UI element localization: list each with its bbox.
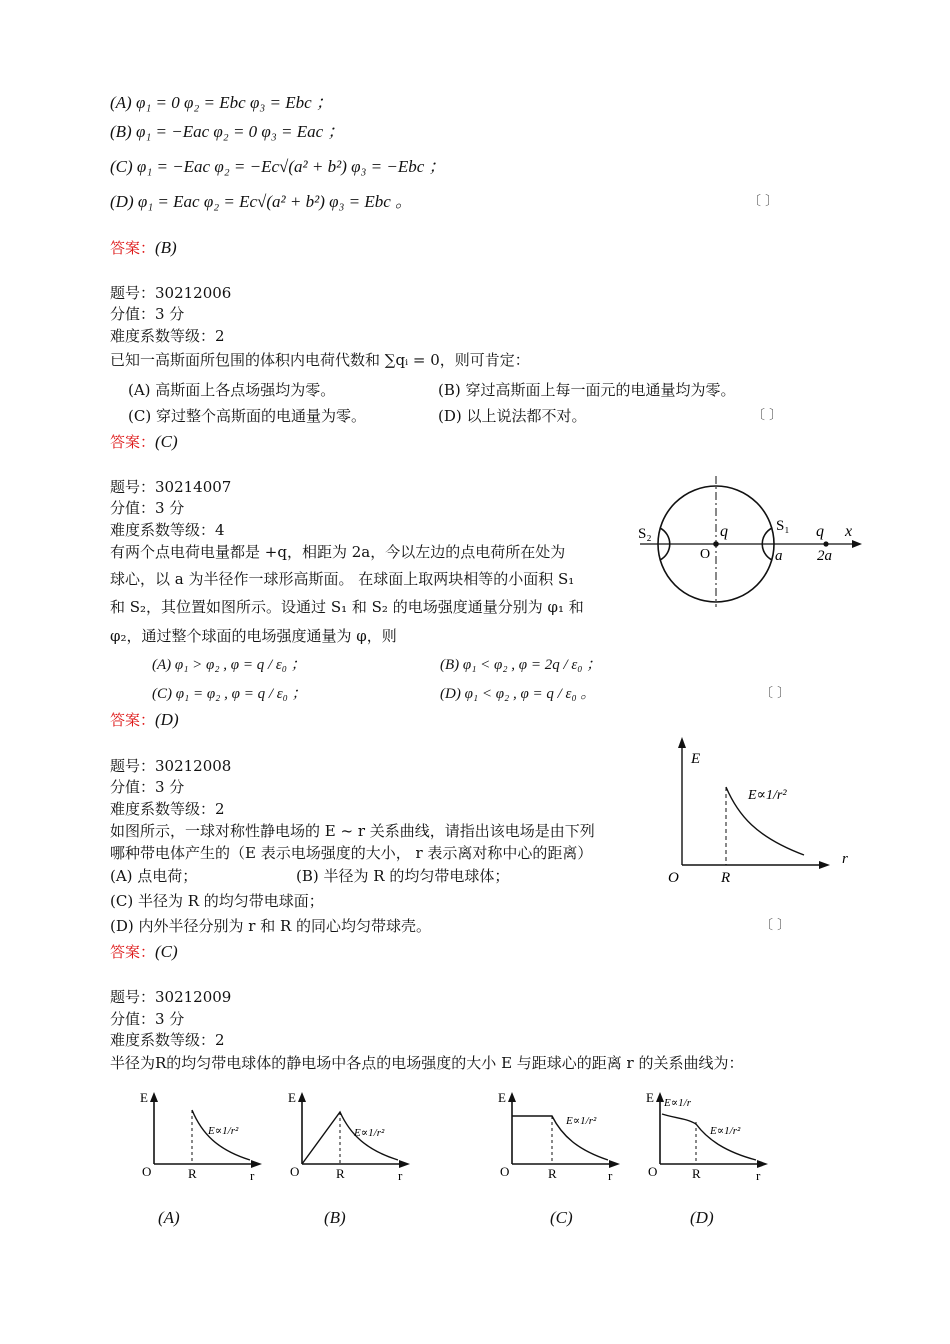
q6-answer-bracket: 〔 〕: [752, 408, 783, 423]
r-axis-arrow: [819, 861, 830, 869]
q6-answer: [110, 432, 178, 452]
svg-text:E: E: [288, 1090, 296, 1105]
q9-graph-a: [138, 1088, 268, 1184]
answer-label: 答案：: [110, 433, 156, 451]
q8-option-d: (D) 内外半径分别为 r 和 R 的同心均匀带球壳。: [110, 917, 432, 935]
q6-id: 题号：30212006: [110, 284, 232, 302]
label-r: r: [842, 851, 848, 867]
label-q-right: q: [816, 523, 824, 540]
svg-text:O: O: [648, 1164, 658, 1179]
label-o: O: [668, 870, 679, 886]
svg-text:O: O: [142, 1164, 152, 1179]
q7-stem-line4: φ₂，通过整个球面的电场强度通量为 φ，则: [110, 627, 397, 645]
answer-value: (B): [155, 238, 177, 257]
q5-option-d: (D) φ₁ = Eac φ₂ = Ec√(a² + b²) φ₃ = Ebc 。: [110, 192, 413, 211]
q9-level: 难度系数等级：2: [110, 1031, 225, 1049]
svg-text:r: r: [608, 1168, 613, 1183]
q7-score: 分值：3 分: [110, 499, 185, 517]
q7-stem-line1: 有两个点电荷电量都是 +q，相距为 2a，今以左边的点电荷所在处为: [110, 543, 566, 561]
q6-score: 分值：3 分: [110, 305, 185, 323]
svg-text:R: R: [692, 1166, 701, 1181]
q8-score: 分值：3 分: [110, 778, 185, 796]
answer-label: 答案：: [110, 943, 156, 961]
q9-caption-c: (C): [550, 1208, 573, 1227]
q7-level: 难度系数等级：4: [110, 521, 225, 539]
svg-text:E∝1/r²: E∝1/r²: [710, 1125, 741, 1137]
label-s2: S₂: [638, 526, 652, 542]
svg-text:R: R: [548, 1166, 557, 1181]
charge-right: [823, 541, 828, 546]
q7-id: 题号：30214007: [110, 478, 232, 496]
svg-text:E∝1/r: E∝1/r: [664, 1097, 692, 1109]
svg-text:O: O: [290, 1164, 300, 1179]
svg-text:E: E: [646, 1090, 654, 1105]
q8-option-c: (C) 半径为 R 的均匀带电球面；: [110, 892, 324, 910]
q9-graph-b: [286, 1088, 416, 1184]
q7-stem-line2: 球心，以 a 为半径作一球形高斯面。 在球面上取两块相等的小面积 S₁: [110, 570, 575, 588]
q9-score: 分值：3 分: [110, 1010, 185, 1028]
svg-text:E∝1/r²: E∝1/r²: [354, 1127, 385, 1139]
q6-stem: 已知一高斯面所包围的体积内电荷代数和 ∑qᵢ = 0，则可肯定：: [110, 351, 530, 369]
q8-stem-line2: 哪种带电体产生的（E 表示电场强度的大小， r 表示离对称中心的距离）: [110, 844, 593, 862]
q7-option-b: (B) φ₁ < φ₂ , φ = 2q / ε₀ ；: [440, 657, 602, 673]
svg-text:E∝1/r²: E∝1/r²: [566, 1115, 597, 1127]
q6-option-d: (D) 以上说法都不对。: [438, 407, 587, 425]
q6-option-a: (A) 高斯面上各点场强均为零。: [128, 381, 336, 399]
q7-option-c: (C) φ₁ = φ₂ , φ = q / ε₀ ；: [152, 686, 307, 702]
q7-gaussian-sphere-figure: [632, 474, 872, 609]
answer-value: (C): [155, 942, 178, 961]
svg-text:R: R: [336, 1166, 345, 1181]
q8-stem-line1: 如图所示，一球对称性静电场的 E ~ r 关系曲线，请指出该电场是由下列: [110, 822, 595, 840]
q6-level: 难度系数等级：2: [110, 327, 225, 345]
label-x: x: [845, 523, 853, 540]
q5-answer: [110, 238, 177, 258]
label-e: E: [691, 751, 701, 767]
q6-option-b: (B) 穿过高斯面上每一面元的电通量均为零。: [438, 381, 736, 399]
q8-option-b: (B) 半径为 R 的均匀带电球体；: [296, 867, 510, 885]
label-a: a: [775, 548, 783, 564]
svg-text:E∝1/r²: E∝1/r²: [208, 1125, 239, 1137]
q8-answer: [110, 942, 178, 962]
label-curve: E∝1/r²: [748, 788, 787, 803]
svg-text:E: E: [498, 1090, 506, 1105]
svg-text:r: r: [756, 1168, 761, 1183]
q9-caption-d: (D): [690, 1208, 714, 1227]
q9-graph-d: [644, 1088, 774, 1184]
answer-label: 答案：: [110, 711, 156, 729]
q6-option-c: (C) 穿过整个高斯面的电通量为零。: [128, 407, 366, 425]
svg-text:R: R: [188, 1166, 197, 1181]
svg-text:r: r: [398, 1168, 403, 1183]
label-r-big: R: [721, 870, 731, 886]
q5-option-a: (A) φ₁ = 0 φ₂ = Ebc φ₃ = Ebc ；: [110, 93, 333, 112]
label-o: O: [700, 547, 711, 562]
q7-stem-line3: 和 S₂，其位置如图所示。设通过 S₁ 和 S₂ 的电场强度通量分别为 φ₁ 和: [110, 598, 584, 616]
q9-stem: 半径为R的均匀带电球体的静电场中各点的电场强度的大小 E 与距球心的距离 r 的关系曲线为：: [110, 1054, 744, 1072]
q8-e-r-graph: [660, 735, 860, 887]
q9-caption-b: (B): [324, 1208, 346, 1227]
q8-id: 题号：30212008: [110, 757, 232, 775]
q8-option-a: (A) 点电荷；: [110, 867, 198, 885]
x-axis-arrow: [852, 540, 862, 548]
label-s1: S₁: [776, 518, 790, 534]
svg-text:E: E: [140, 1090, 148, 1105]
q5-option-c: (C) φ₁ = −Eac φ₂ = −Ec√(a² + b²) φ₃ = −Ebc ；: [110, 157, 446, 176]
q5-answer-bracket: 〔 〕: [748, 194, 779, 209]
q9-id: 题号：30212009: [110, 988, 232, 1006]
svg-text:O: O: [500, 1164, 510, 1179]
charge-center: [713, 541, 719, 547]
q7-answer: [110, 710, 179, 730]
q8-level: 难度系数等级：2: [110, 800, 225, 818]
q8-answer-bracket: 〔 〕: [760, 918, 791, 933]
svg-text:r: r: [250, 1168, 255, 1183]
q5-option-b: (B) φ₁ = −Eac φ₂ = 0 φ₃ = Eac ；: [110, 122, 345, 141]
q9-caption-a: (A): [158, 1208, 180, 1227]
label-q-center: q: [720, 523, 728, 540]
answer-value: (C): [155, 432, 178, 451]
q7-answer-bracket: 〔 〕: [760, 686, 791, 701]
q7-option-d: (D) φ₁ < φ₂ , φ = q / ε₀ 。: [440, 686, 596, 702]
q9-graph-c: [496, 1088, 626, 1184]
e-axis-arrow: [678, 737, 686, 748]
label-2a: 2a: [817, 548, 832, 564]
curve-d: [662, 1114, 756, 1160]
answer-value: (D): [155, 710, 179, 729]
answer-label: 答案：: [110, 239, 156, 257]
q7-option-a: (A) φ₁ > φ₂ , φ = q / ε₀ ；: [152, 657, 306, 673]
